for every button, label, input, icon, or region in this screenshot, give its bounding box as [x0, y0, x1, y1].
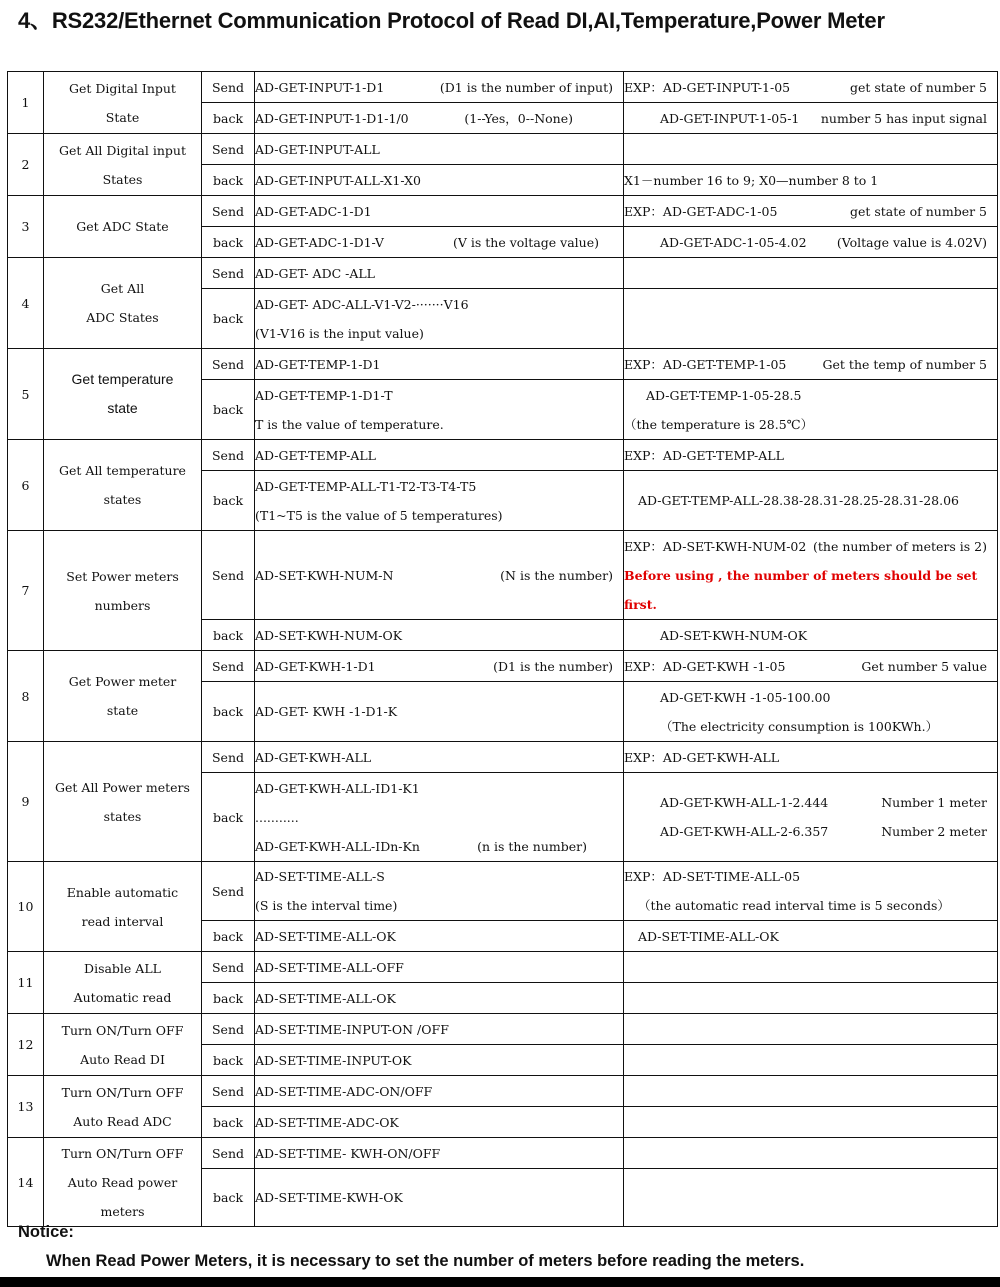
direction-back: back [202, 620, 255, 651]
command-cell: AD-GET-TEMP-ALL-T1-T2-T3-T4-T5 (T1~T5 is the value of 5 temperatures) [255, 471, 624, 531]
example-cell: AD-GET-INPUT-1-05-1 number 5 has input signal [624, 103, 998, 134]
direction-send: Send [202, 196, 255, 227]
table-row [8, 440, 998, 471]
command-cell: AD-GET-TEMP-ALL [255, 440, 624, 471]
example-cell: EXP：AD-GET-KWH-ALL [624, 742, 998, 773]
command-cell: AD-GET-TEMP-1-D1-T T is the value of temperature. [255, 380, 624, 440]
function-name: Get ADC State [44, 196, 202, 258]
example-cell [624, 1076, 998, 1107]
table-row [8, 349, 998, 380]
function-name: Get All temperature states [44, 440, 202, 531]
example-cell [624, 1107, 998, 1138]
direction-send: Send [202, 72, 255, 103]
direction-back: back [202, 471, 255, 531]
notice-label: Notice: [18, 1223, 74, 1241]
example-cell: EXP：AD-GET-INPUT-1-05 get state of number 5 [624, 72, 998, 103]
function-name: Get All Digital input States [44, 134, 202, 196]
direction-back: back [202, 773, 255, 862]
function-name: Turn ON/Turn OFF Auto Read ADC [44, 1076, 202, 1138]
example-cell [624, 952, 998, 983]
example-cell: AD-SET-KWH-NUM-OK [624, 620, 998, 651]
row-number: 1 [8, 72, 44, 134]
row-number: 3 [8, 196, 44, 258]
command-cell: AD-GET-INPUT-ALL-X1-X0 [255, 165, 624, 196]
direction-send: Send [202, 134, 255, 165]
direction-send: Send [202, 1076, 255, 1107]
table-row [8, 952, 998, 983]
table-row [8, 742, 998, 773]
direction-send: Send [202, 1014, 255, 1045]
command-cell: AD-GET-INPUT-1-D1-1/0 (1--Yes，0--None) [255, 103, 624, 134]
direction-back: back [202, 1107, 255, 1138]
table-row [8, 72, 998, 103]
example-cell: AD-GET-KWH -1-05-100.00 （The electricity consumption is 100KWh.） [624, 682, 998, 742]
command-cell: AD-GET-INPUT-1-D1 (D1 is the number of input) [255, 72, 624, 103]
table-row [8, 258, 998, 289]
command-cell: AD-SET-TIME-INPUT-OK [255, 1045, 624, 1076]
row-number: 6 [8, 440, 44, 531]
direction-back: back [202, 165, 255, 196]
warning-text: Before using , the number of meters should be set first. [624, 567, 978, 612]
example-cell: EXP：AD-SET-TIME-ALL-05 （the automatic read interval time is 5 seconds） [624, 862, 998, 921]
function-name: Turn ON/Turn OFF Auto Read power meters [44, 1138, 202, 1227]
direction-back: back [202, 983, 255, 1014]
example-cell: AD-GET-TEMP-1-05-28.5 （the temperature is 28.5℃） [624, 380, 998, 440]
function-name: Enable automatic read interval [44, 862, 202, 952]
table-row [8, 1138, 998, 1169]
command-cell: AD-GET- ADC -ALL [255, 258, 624, 289]
direction-back: back [202, 921, 255, 952]
example-cell: EXP：AD-GET-TEMP-1-05 Get the temp of number 5 [624, 349, 998, 380]
row-number: 2 [8, 134, 44, 196]
table-row [8, 862, 998, 921]
example-cell [624, 1014, 998, 1045]
row-number: 14 [8, 1138, 44, 1227]
example-cell [624, 1169, 998, 1227]
example-cell [624, 1138, 998, 1169]
direction-send: Send [202, 862, 255, 921]
function-name: Disable ALL Automatic read [44, 952, 202, 1014]
command-cell: AD-SET-TIME-ADC-ON/OFF [255, 1076, 624, 1107]
direction-send: Send [202, 349, 255, 380]
command-cell: AD-SET-TIME-ADC-OK [255, 1107, 624, 1138]
table-row [8, 531, 998, 620]
direction-send: Send [202, 1138, 255, 1169]
table-row [8, 196, 998, 227]
example-cell: AD-GET-KWH-ALL-1-2.444 Number 1 meter AD-GET-KWH-ALL-2-6.357 Number 2 meter [624, 773, 998, 862]
command-cell: AD-GET-KWH-1-D1 (D1 is the number) [255, 651, 624, 682]
table-row [8, 1014, 998, 1045]
direction-back: back [202, 227, 255, 258]
command-cell: AD-SET-KWH-NUM-OK [255, 620, 624, 651]
row-number: 7 [8, 531, 44, 651]
function-name: Get Digital Input State [44, 72, 202, 134]
command-cell: AD-GET-KWH-ALL [255, 742, 624, 773]
row-number: 13 [8, 1076, 44, 1138]
direction-back: back [202, 103, 255, 134]
command-cell: AD-SET-TIME- KWH-ON/OFF [255, 1138, 624, 1169]
command-cell: AD-SET-TIME-ALL-OK [255, 983, 624, 1014]
table-row [8, 134, 998, 165]
example-cell: EXP：AD-GET-TEMP-ALL [624, 440, 998, 471]
example-cell [624, 134, 998, 165]
example-cell: AD-SET-TIME-ALL-OK [624, 921, 998, 952]
direction-send: Send [202, 651, 255, 682]
function-name: Set Power meters numbers [44, 531, 202, 651]
row-number: 10 [8, 862, 44, 952]
row-number: 8 [8, 651, 44, 742]
direction-send: Send [202, 258, 255, 289]
example-cell: X1－number 16 to 9; X0—number 8 to 1 [624, 165, 998, 196]
example-cell: EXP：AD-GET-KWH -1-05 Get number 5 value [624, 651, 998, 682]
example-cell [624, 983, 998, 1014]
direction-back: back [202, 289, 255, 349]
direction-back: back [202, 1169, 255, 1227]
command-cell: AD-GET- KWH -1-D1-K [255, 682, 624, 742]
direction-send: Send [202, 440, 255, 471]
example-cell [624, 1045, 998, 1076]
direction-back: back [202, 380, 255, 440]
command-cell: AD-GET-TEMP-1-D1 [255, 349, 624, 380]
example-cell: EXP：AD-GET-ADC-1-05 get state of number 5 [624, 196, 998, 227]
row-number: 9 [8, 742, 44, 862]
command-cell: AD-SET-TIME-ALL-OFF [255, 952, 624, 983]
example-cell [624, 258, 998, 289]
function-name: Get Power meter state [44, 651, 202, 742]
function-name: Turn ON/Turn OFF Auto Read DI [44, 1014, 202, 1076]
notice-text: When Read Power Meters, it is necessary to set the number of meters before reading the meters. [46, 1252, 805, 1270]
row-number: 5 [8, 349, 44, 440]
command-cell: AD-GET- ADC-ALL-V1-V2-·······V16 (V1-V16 is the input value) [255, 289, 624, 349]
example-cell [624, 289, 998, 349]
direction-send: Send [202, 742, 255, 773]
page-title: 4、RS232/Ethernet Communication Protocol of Read DI,AI,Temperature,Power Meter [18, 8, 885, 33]
direction-send: Send [202, 531, 255, 620]
example-cell: AD-GET-TEMP-ALL-28.38-28.31-28.25-28.31-28.06 [624, 471, 998, 531]
row-number: 11 [8, 952, 44, 1014]
command-cell: AD-GET-ADC-1-D1 [255, 196, 624, 227]
command-cell: AD-SET-TIME-ALL-S (S is the interval time) [255, 862, 624, 921]
row-number: 4 [8, 258, 44, 349]
command-cell: AD-GET-ADC-1-D1-V (V is the voltage value) [255, 227, 624, 258]
example-cell: AD-GET-ADC-1-05-4.02 (Voltage value is 4.02V) [624, 227, 998, 258]
function-name: Get temperature state [44, 349, 202, 440]
bottom-divider [0, 1277, 1000, 1287]
direction-back: back [202, 1045, 255, 1076]
command-cell: AD-SET-KWH-NUM-N (N is the number) [255, 531, 624, 620]
direction-back: back [202, 682, 255, 742]
direction-send: Send [202, 952, 255, 983]
command-cell: AD-SET-TIME-INPUT-ON /OFF [255, 1014, 624, 1045]
example-cell: EXP：AD-SET-KWH-NUM-02 (the number of meters is 2) Before using , the number of meters should be set first. [624, 531, 998, 620]
table-row [8, 651, 998, 682]
protocol-table [7, 71, 998, 1227]
function-name: Get All Power meters states [44, 742, 202, 862]
command-cell: AD-SET-TIME-KWH-OK [255, 1169, 624, 1227]
row-number: 12 [8, 1014, 44, 1076]
table-row [8, 1076, 998, 1107]
command-cell: AD-GET-KWH-ALL-ID1-K1 ........... AD-GET-KWH-ALL-IDn-Kn (n is the number) [255, 773, 624, 862]
function-name: Get All ADC States [44, 258, 202, 349]
command-cell: AD-SET-TIME-ALL-OK [255, 921, 624, 952]
command-cell: AD-GET-INPUT-ALL [255, 134, 624, 165]
